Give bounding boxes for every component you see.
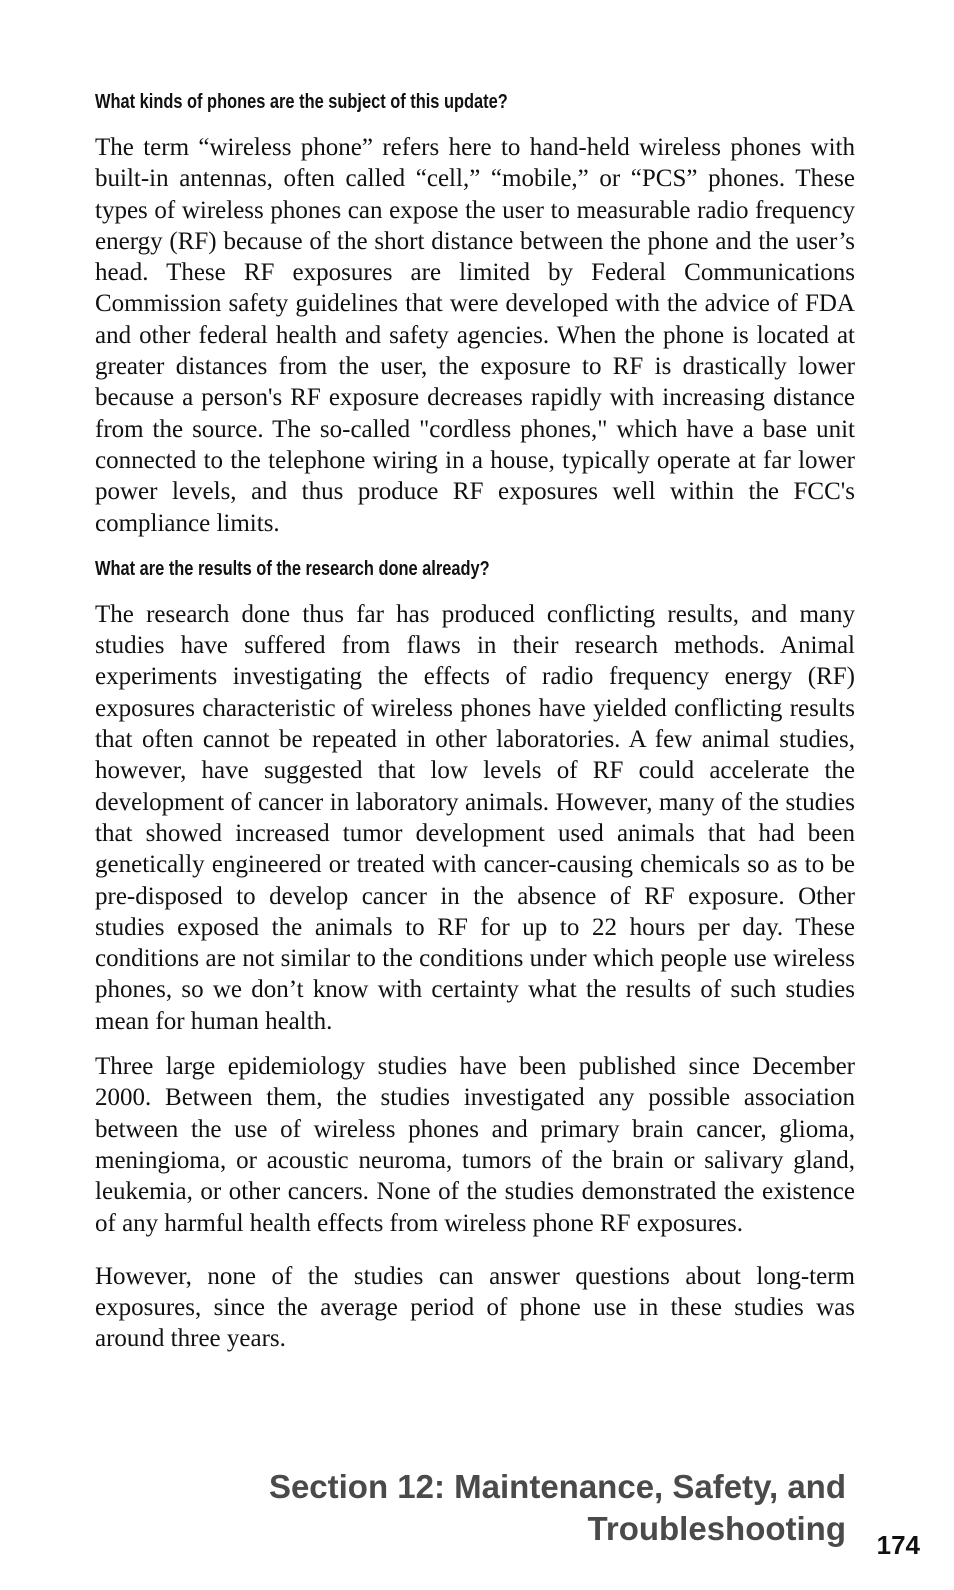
section-heading-phone-types: What kinds of phones are the subject of this update? [95, 91, 508, 113]
paragraph-research-results: The research done thus far has produced conflicting results, and many studies have suffered from flaws in their research methods. Animal experiments investigating the effects of radio frequency energy (RF) exposures characteristic of wireless phones have yielded conflicting results that often cannot be repeated in other laboratories. A few animal studies, however, have suggested that low levels of RF could accelerate the development of cancer in laboratory animals. However, many of the studies that showed increased tumor development used animals that had been genetically engineered or treated with cancer-causing chemicals so as to be pre-disposed to develop cancer in the absence of RF exposure. Other studies exposed the animals to RF for up to 22 hours per day. These conditions are not similar to the conditions under which people use wireless phones, so we don’t know with certainty what the results of such studies mean for human health. [95, 600, 855, 1035]
section-footer-title [269, 1466, 846, 1550]
paragraph-long-term-exposure: However, none of the studies can answer questions about long-term exposures, since the average period of phone use in these studies was around three years. [95, 1262, 855, 1353]
section-footer-line-1: Section 12: Maintenance, Safety, and [268, 1468, 846, 1505]
section-footer-line-2: Troubleshooting [587, 1510, 846, 1547]
paragraph-phone-types: The term “wireless phone” refers here to hand-held wireless phones with built-in antennas, often called “cell,” “mobile,” or “PCS” phones. These types of wireless phones can expose the user to measurable radio frequency energy (RF) because of the short distance between the phone and the user’s head. These RF exposures are limited by Federal Communications Commission safety guidelines that were developed with the advice of FDA and other federal health and safety agencies. When the phone is located at greater distances from the user, the exposure to RF is drastically lower because a person's RF exposure decreases rapidly with increasing distance from the source. The so-called "cordless phones," which have a base unit connected to the telephone wiring in a house, typically operate at far lower power levels, and thus produce RF exposures well within the FCC's compliance limits. [95, 134, 855, 537]
document-body [95, 88, 855, 1355]
section-heading-research-results: What are the results of the research done already? [95, 557, 490, 580]
page-number: 174 [876, 1530, 920, 1560]
paragraph-epidemiology-studies: Three large epidemiology studies have been published since December 2000. Between them, the studies investigated any possible association between the use of wireless phones and primary brain cancer, glioma, meningioma, or acoustic neuroma, tumors of the brain or salivary gland, leukemia, or other cancers. None of the studies demonstrated the existence of any harmful health effects from wireless phone RF exposures. [95, 1053, 855, 1237]
